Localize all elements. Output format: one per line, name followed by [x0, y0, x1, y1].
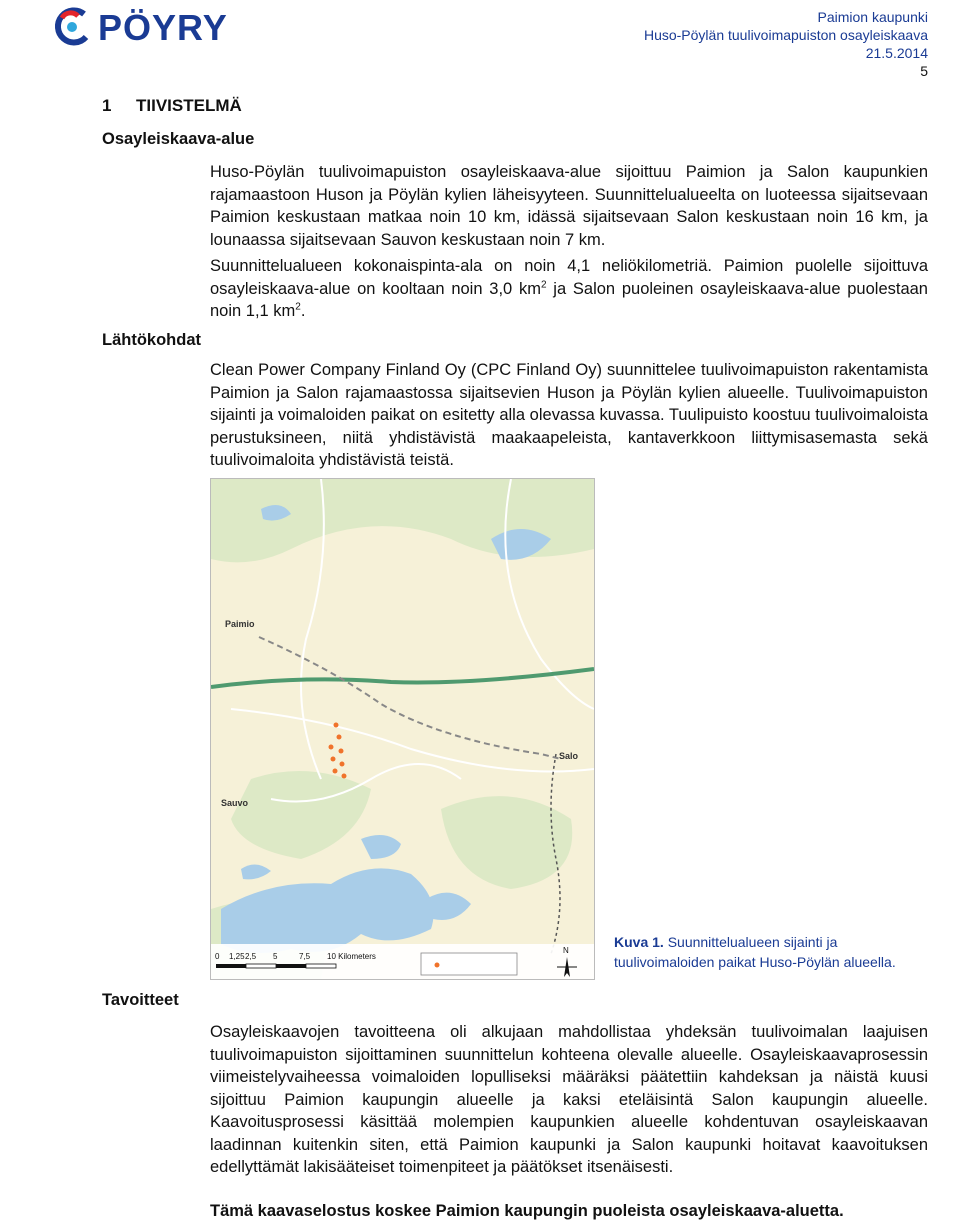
figure-caption-text: Suunnittelualueen sijainti ja tuulivoimaloiden paikat Huso-Pöylän alueella.: [614, 934, 896, 970]
paragraph-area-size: [210, 255, 928, 323]
poyry-logo: [48, 6, 270, 48]
side-heading-background: Lähtökohdat: [102, 331, 201, 349]
turbine-marker: [337, 735, 342, 740]
figure-caption-label: Kuva 1.: [614, 934, 664, 950]
turbine-marker: [331, 757, 336, 762]
scale-tick: 7,5: [299, 952, 311, 961]
scale-tick: 5: [273, 952, 278, 961]
superscript: 2: [295, 301, 301, 313]
superscript: 2: [540, 279, 547, 290]
header-client: Paimion kaupunki: [817, 9, 928, 25]
map-legend: [211, 944, 594, 979]
scale-tick: 10 Kilometers: [327, 952, 376, 961]
paragraph-background: Clean Power Company Finland Oy (CPC Finland Oy) suunnittelee tuulivoimapuiston rakentamista Paimion ja Salon rajamaastossa sijaitsevien Huson ja Pöylän kylien alueelle. Tuulivoimapuiston sijainti ja voimaloiden paikat on esitetty alla olevassa kuvassa. Tuulipuisto koostuu tuulivoimaloista perustuksineen, niitä yhdistävistä maakaapeleista, kantaverkkoon liittymisasemasta sekä tuulivoimaloita yhdistävistä teistä.: [210, 361, 928, 469]
logo-text: PÖYRY: [98, 7, 228, 48]
side-heading-area: Osayleiskaava-alue: [102, 130, 255, 148]
north-label: N: [563, 946, 569, 955]
scale-tick: 0: [215, 952, 220, 961]
location-map: [210, 478, 595, 980]
page-header: [644, 8, 928, 80]
place-label-paimio: Paimio: [225, 619, 255, 629]
section-title: TIIVISTELMÄ: [136, 96, 242, 115]
area-size-text-b: ja Salon puoleinen osayleiskaava-alue puolestaan noin 1,1 km: [210, 279, 928, 320]
header-date: 21.5.2014: [865, 45, 928, 61]
turbine-marker: [333, 769, 338, 774]
turbine-marker: [339, 749, 344, 754]
section-heading: [102, 96, 242, 116]
scale-tick: 2,5: [245, 952, 257, 961]
scale-bar: [216, 964, 336, 968]
turbine-marker: [340, 762, 345, 767]
paragraph-area-location: Huso-Pöylän tuulivoimapuiston osayleiskaava-alue sijoittuu Paimion ja Salon kaupunkien rajamaastoon Huson ja Pöylän kylien läheisyyteen. Suunnittelualueelta on luoteessa sijaitsevaan Paimion keskustaan matkaa noin 10 km, idässä sijaitsevaan Salon keskustaan noin 16 km, ja lounaassa sijaitsevaan Sauvon keskustaan noin 7 km.: [210, 163, 928, 249]
area-size-text-c: .: [300, 302, 306, 320]
area-size-text-a: Suunnittelualueen kokonaispinta-ala on noin 4,1 neliökilometriä. Paimion puolelle sijoittuva osayleiskaava-alue on kooltaan noin 3,0 km: [210, 257, 928, 298]
section-number: 1: [102, 96, 112, 115]
scale-tick: 1,25: [229, 952, 245, 961]
turbine-marker: [334, 723, 339, 728]
paragraph-goals: Osayleiskaavojen tavoitteena oli alkujaan mahdollistaa yhdeksän tuulivoimalan laajuisen tuulivoimapuiston sijoittaminen suunnittelun kohteena olevalle alueelle. Osayleiskaavaprosessin viimeistelyvaiheessa voimaloiden lopulliseksi määräksi päätettiin kahdeksan ja näistä kuusi sijoittuu Paimion kaupungin alueelle ja kaksi eteläisintä Salon kaupungin alueelle. Kaavoitusprosessi käsittää molempien kaupunkien alueelle kohdentuvan osayleiskaavan laadinnan kuitenkin siten, että Paimion kaupunki ja Salon kaupunki hoitavat kaavoituksen edellyttämät lakisääteiset toimenpiteet ja päätökset itsenäisesti.: [210, 1023, 928, 1176]
page-number: 5: [920, 63, 928, 79]
paragraph-scope-statement: Tämä kaavaselostus koskee Paimion kaupungin puoleista osayleiskaava-aluetta.: [210, 1202, 844, 1220]
turbine-marker: [342, 774, 347, 779]
place-label-sauvo: Sauvo: [221, 798, 249, 808]
turbine-marker: [329, 745, 334, 750]
legend-turbine-symbol: [435, 963, 440, 968]
logo-mark: [58, 10, 86, 42]
side-heading-goals: Tavoitteet: [102, 991, 179, 1009]
figure-caption: [614, 932, 914, 972]
header-project: Huso-Pöylän tuulivoimapuiston osayleiskaava: [643, 27, 928, 43]
place-label-salo: Salo: [559, 751, 579, 761]
